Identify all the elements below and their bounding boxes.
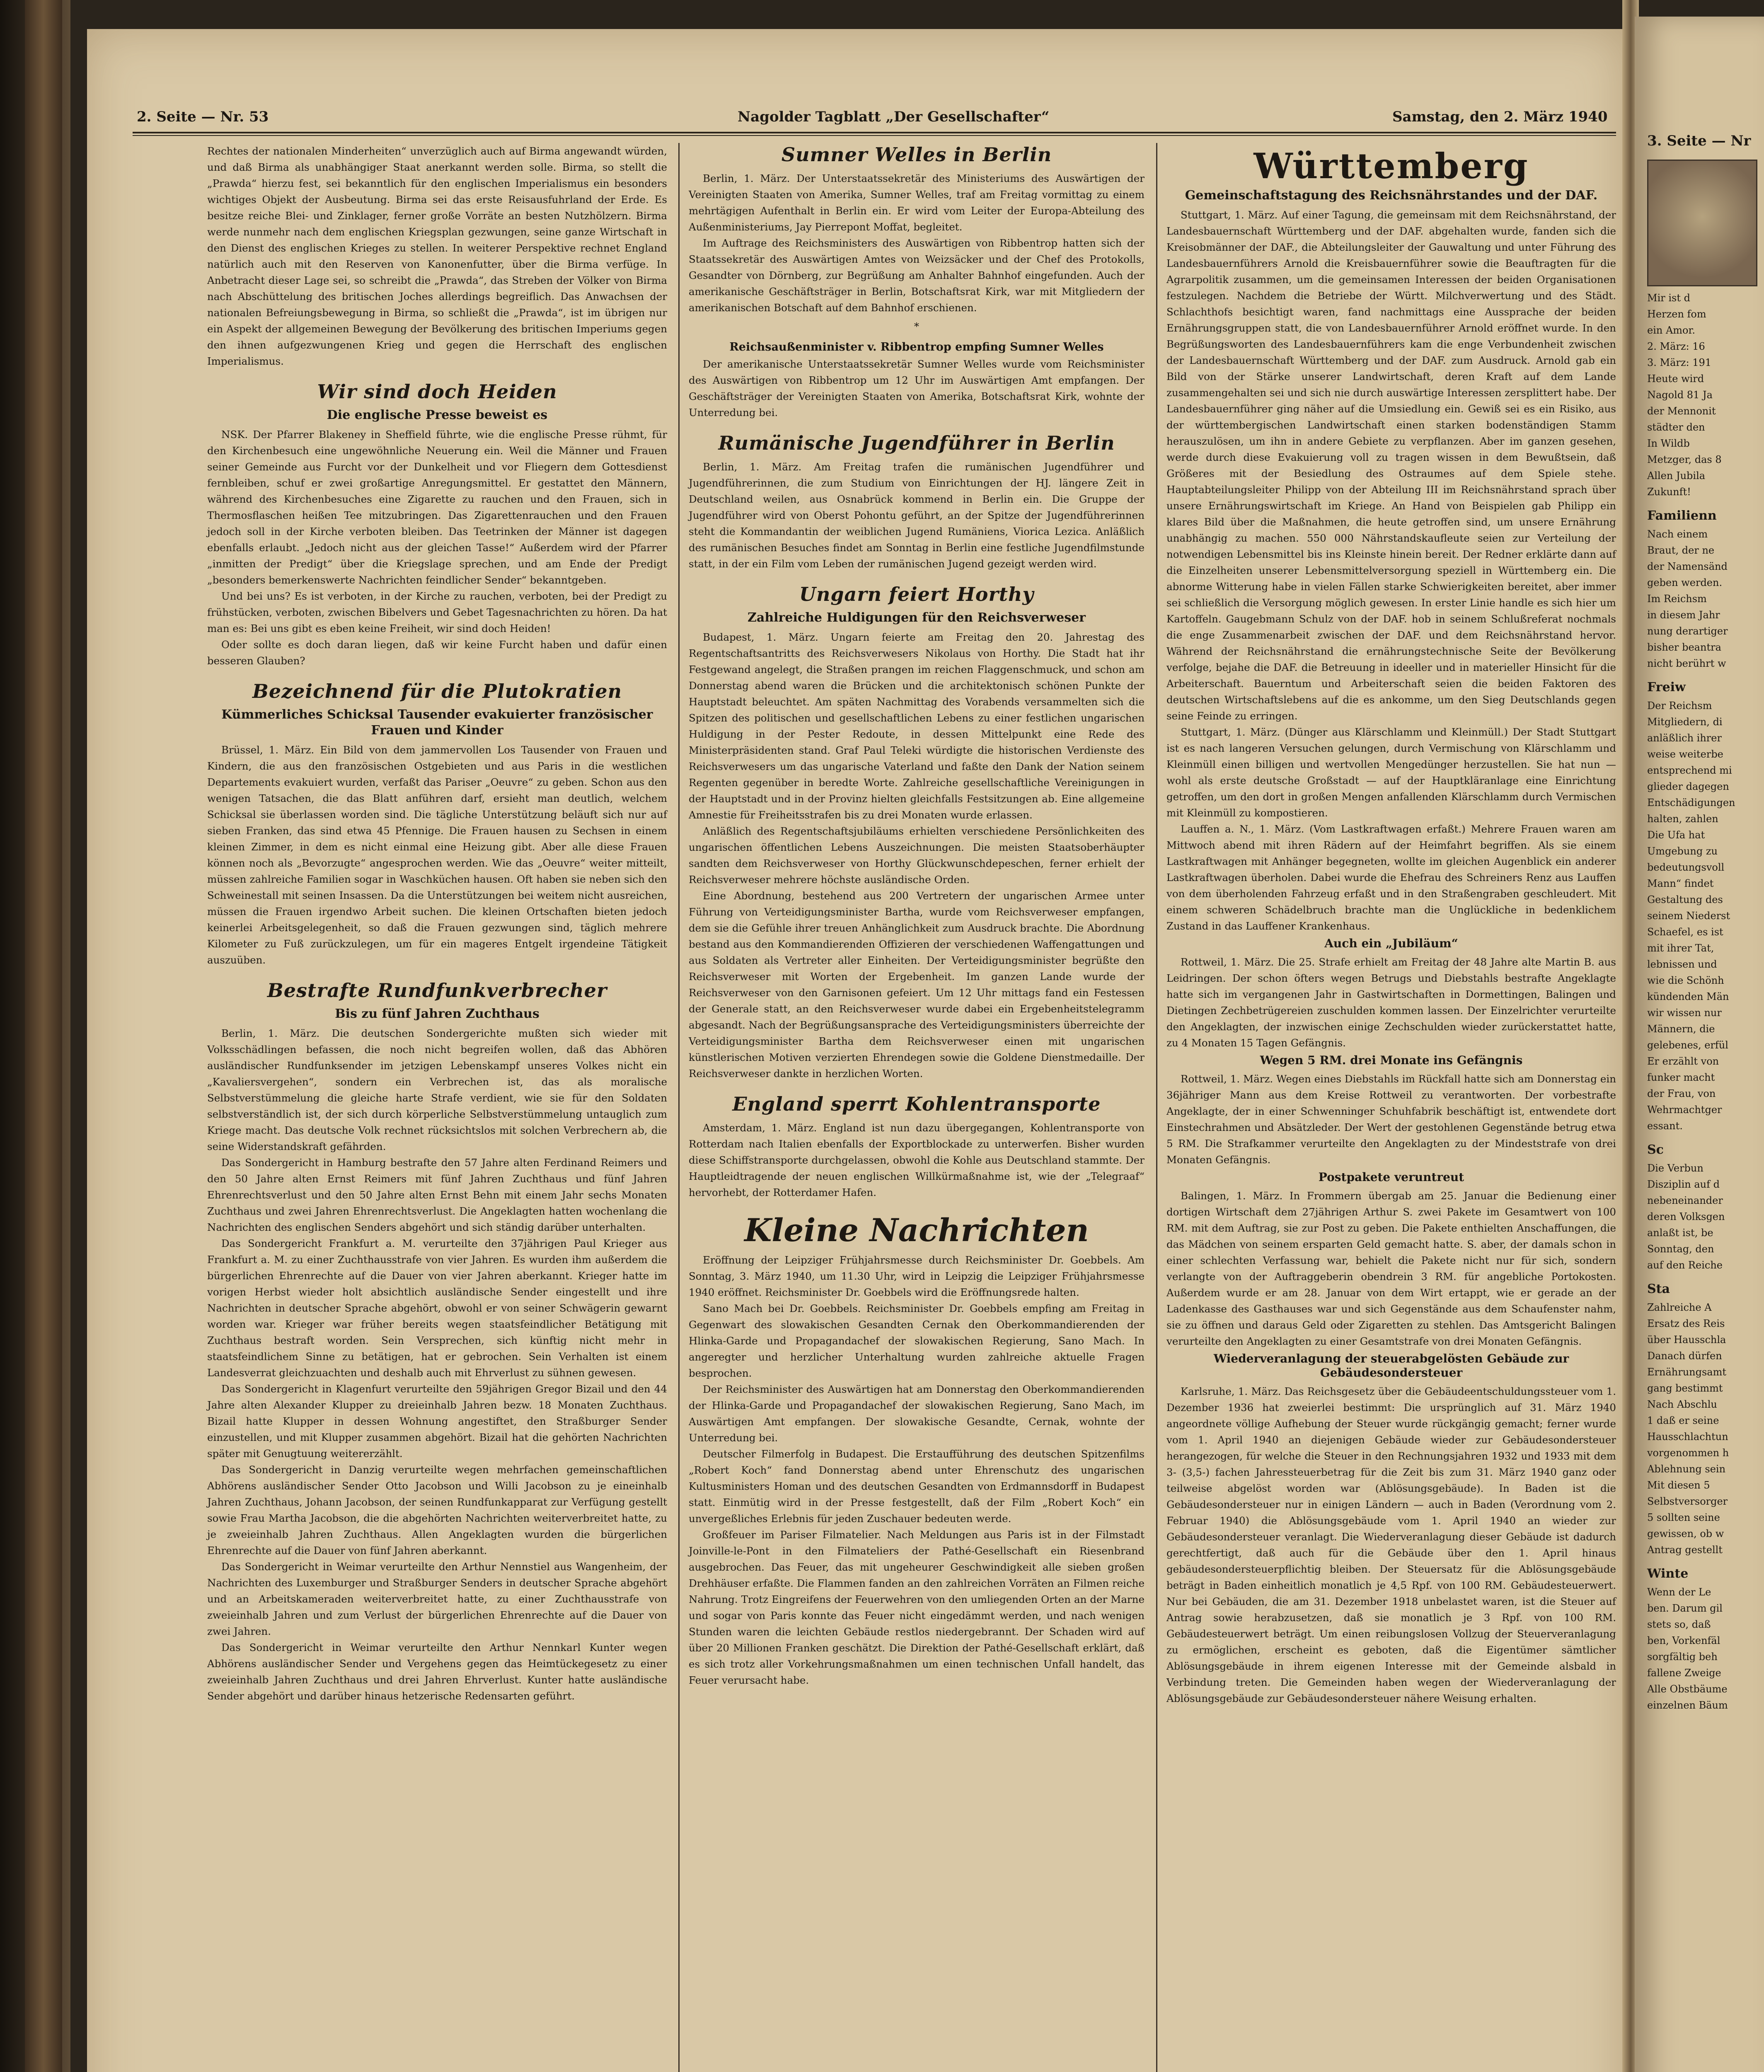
next-page-line: fallene Zweige bbox=[1647, 1667, 1721, 1679]
headline-gebaeudesteuer: Wiederveranlagung der steuerabgelösten Gebäude zur Gebäudesondersteuer bbox=[1213, 1352, 1569, 1380]
next-page-line: bedeutungsvoll bbox=[1647, 862, 1725, 873]
next-page-line: 5 sollten seine bbox=[1647, 1512, 1720, 1523]
next-page-line: Antrag gestellt bbox=[1647, 1544, 1723, 1556]
next-page-line: der Mennonit bbox=[1647, 405, 1716, 417]
header-rule-thin bbox=[133, 135, 1616, 136]
next-page-line: lebnissen und bbox=[1647, 959, 1717, 970]
column-3 bbox=[1166, 143, 1616, 1706]
paragraph: Berlin, 1. März. Der Unterstaatssekretär des Ministeriums des Auswärtigen der Vereinigten Staaten von Amerika, Sumner Welles, traf am Freitag vormittag zu einem mehrtägigen Aufenthalt in Berlin ein. Er wird vom Leiter der Europa-Abteilung des Außenministeriums, Jay Pierrepont Moffat, begleitet. bbox=[689, 172, 1145, 233]
next-page-line: wir wissen nur bbox=[1647, 1007, 1722, 1019]
next-page-line: geben werden. bbox=[1647, 577, 1723, 588]
next-page-heading: Familienn bbox=[1647, 508, 1717, 523]
next-page-line: Selbstversorger bbox=[1647, 1496, 1728, 1507]
article-birma-text: Rechtes der nationalen Minderheiten“ unverzüglich auch auf Birma angewandt würden, und daß Birma als unabhängiger Staat anerkannt werden solle. Birma, so stellt die „Prawda“ hierzu fest, sei bekanntlich für den englischen Imperialismus ein besonders wichtiges Objekt der Ausbeutung. Birma sei das erste Reisausfuhrland der Erde. Es besitze reiche Blei- und Zinklager, ferner große Vorräte an besten Nutzhölzern. Birma werde nunmehr nach dem englischen Kriegsplan gezwungen, seine ganze Wirtschaft in den Dienst des englischen Krieges zu stellen. In weiterer Perspektive rechnet England natürlich auch mit den Reserven von Kanonenfutter, über die Birma verfüge. In Anbetracht dieser Lage sei, so schreibt die „Prawda“, das Streben der Völker von Birma nach Abschüttelung des britischen Joches allerdings begreiflich. Das Anwachsen der nationalen Befreiungsbewegung in Birma, so schließt die „Prawda“, ist im übrigen nur ein Aspekt der allgemeinen Bewegung der Bevölkerung des britischen Imperiums gegen den ihnen aufgezwungenen Krieg und gegen die Herrschaft des englischen Imperialismus. bbox=[207, 145, 667, 367]
next-page-line: sorgfältig beh bbox=[1647, 1651, 1718, 1663]
column-1 bbox=[207, 143, 667, 1704]
next-page-line: 2. März: 16 bbox=[1647, 341, 1705, 352]
next-page-line: bisher beantra bbox=[1647, 641, 1721, 653]
next-page-line: halten, zahlen bbox=[1647, 813, 1718, 825]
next-page-line: entsprechend mi bbox=[1647, 765, 1732, 776]
next-page-line: gang bestimmt bbox=[1647, 1382, 1723, 1394]
paragraph: Das Sondergericht in Weimar verurteilte den Arthur Nennkarl Kunter wegen Abhörens ausländischer Sender und Vergehens gegen das Heimtückegesetz zu einer zweieinhalb Jahren Zuchthaus und drei Jahren Ehrverlust. Kunter hatte ausländische Sender abgehört und darüber hinaus hetzerische Redensarten geführt. bbox=[207, 1641, 667, 1702]
next-page-line: anlaßt ist, be bbox=[1647, 1227, 1713, 1239]
paragraph: Anläßlich des Regentschaftsjubiläums erhielten verschiedene Persönlichkeiten des ungarischen öffentlichen Lebens Auszeichnungen. Die meisten Staatsoberhäupter sandten dem Reichsverweser von Horthy Glückwunschdepeschen, ferner erhielt der Reichsverweser mehrere höchste ausländische Orden. bbox=[689, 825, 1145, 886]
paragraph: Brüssel, 1. März. Ein Bild von dem jammervollen Los Tausender von Frauen und Kindern, die aus den französischen Ostgebieten und aus Paris in die westlichen Departements evakuiert wurden, verfaßt das Pariser „Oeuvre“ zu geben. Schon aus den wenigen Tatsachen, die das Blatt anführen darf, ersieht man deutlich, welchem Schicksal sie überlassen worden sind. Die tägliche Unterstützung beläuft sich nur auf sieben Franken, das sind etwa 45 Pfennige. Die Frauen hausen zu Sechsen in einem kleinen Zimmer, in dem es nicht einmal eine Heizung gibt. Aber alle diese Frauen können noch als „Bevorzugte“ angesprochen werden. Wie das „Oeuvre“ weiter mitteilt, müssen zahlreiche Familien sogar in Waschküchen hausen. Oft haben sie neben sich den Schweinestall mit seinen Insassen. Da die Unterstützungen bei weitem nicht ausreichen, müssen die Frauen irgendwo Arbeit suchen. Die kleinen Ortschaften bieten jedoch keinerlei Arbeitsgelegenheit, so daß die Frauen gezwungen sind, täglich mehrere Kilometer zu Fuß zurückzulegen, um für ein mageres Entgelt irgendeine Tätigkeit auszuüben. bbox=[207, 744, 667, 966]
next-page-line: über Hausschla bbox=[1647, 1334, 1726, 1346]
next-page-line: in diesem Jahr bbox=[1647, 609, 1720, 621]
header-rule bbox=[133, 132, 1616, 133]
headline-heiden: Wir sind doch Heiden bbox=[317, 380, 557, 403]
headline-ribbentrop: Reichsaußenminister v. Ribbentrop empfing Sumner Welles bbox=[729, 341, 1104, 353]
next-page-line: gelebenes, erfül bbox=[1647, 1039, 1728, 1051]
next-page-line: Die Ufa hat bbox=[1647, 829, 1705, 841]
next-page-line: städter den bbox=[1647, 421, 1705, 433]
paragraph: Rottweil, 1. März. Wegen eines Diebstahls im Rückfall hatte sich am Donnerstag ein 36jähriger Mann aus dem Kreise Rottweil zu verantworten. Der vorbestrafte Angeklagte, der in einer Schwenninger Schuhfabrik beschäftigt ist, entwendete dort Einstechrahmen und Absätzleder. Der Wert der gestohlenen Gegenstände betrug etwa 5 RM. Die Strafkammer verurteilte den Angeklagten zu der Mindeststrafe von drei Monaten Gefängnis. bbox=[1166, 1073, 1616, 1166]
next-page-line: gewissen, ob w bbox=[1647, 1528, 1724, 1539]
next-page-line: Nach Abschlu bbox=[1647, 1399, 1717, 1410]
subhead-plutokratien: Kümmerliches Schicksal Tausender evakuierter französischer Frauen und Kinder bbox=[221, 707, 653, 738]
next-page-line: glieder dagegen bbox=[1647, 781, 1729, 792]
section-wuerttemberg: Württemberg bbox=[1253, 145, 1529, 186]
section-kleine-nachrichten: Kleine Nachrichten bbox=[744, 1212, 1089, 1249]
next-page-line: ben. Darum gil bbox=[1647, 1602, 1723, 1614]
subhead-heiden: Die englische Presse beweist es bbox=[327, 408, 548, 422]
binding-tape bbox=[25, 0, 62, 2072]
next-page-line: kündenden Män bbox=[1647, 991, 1729, 1002]
next-page-heading: Freiw bbox=[1647, 680, 1686, 695]
paragraph: Das Sondergericht in Hamburg bestrafte den 57 Jahre alten Ferdinand Reimers und den 50 Jahre alten Ernst Reimers mit fünf Jahren Zuchthaus und fünf Jahren Ehrenrechtsverlust und den 50 Jahre alten Ernst Behn mit einem Jahr sechs Monaten Zuchthaus und zwei Jahren Ehrenrechtsverlust. Die Angeklagten hatten wochenlang die Nachrichten des englischen Senders abgehört und sich ständig darüber unterhalten. bbox=[207, 1157, 667, 1233]
next-page-heading: Winte bbox=[1647, 1566, 1689, 1581]
headline-gefaengnis: Wegen 5 RM. drei Monate ins Gefängnis bbox=[1260, 1053, 1523, 1067]
next-page-line: In Wildb bbox=[1647, 438, 1690, 449]
paragraph: Amsterdam, 1. März. England ist nun dazu übergegangen, Kohlentransporte von Rotterdam nach Italien ebenfalls der Exportblockade zu unterwerfen. Bisher wurden diese Schiffstransporte durchgelassen, obwohl die Kohle aus Deutschland stammte. Der Hauptleidtragende der neuen englischen Willkürmaßnahme ist, wie der „Telegraaf“ hervorhebt, der Rotterdamer Hafen. bbox=[689, 1122, 1145, 1198]
next-page-line: Zukunft! bbox=[1647, 486, 1691, 498]
headline-welles: Sumner Welles in Berlin bbox=[781, 143, 1052, 166]
next-page-line: Wehrmachtger bbox=[1647, 1104, 1722, 1116]
next-page-line: Sonntag, den bbox=[1647, 1243, 1714, 1255]
news-item: Der Reichsminister des Auswärtigen hat am Donnerstag den Oberkommandierenden der Hlinka-Garde und Propagandachef der slowakischen Regierung, Sano Mach, im Auswärtigen Amt empfangen. Der slowakische Gesandte, Cernak, wohnte der Unterredung bei. bbox=[689, 1383, 1145, 1444]
next-page-line: Zahlreiche A bbox=[1647, 1302, 1712, 1313]
next-page-line: Männern, die bbox=[1647, 1023, 1715, 1035]
next-page-line: Schaefel, es ist bbox=[1647, 926, 1723, 938]
next-page-line: Allen Jubila bbox=[1647, 470, 1706, 482]
next-page-line: Herzen fom bbox=[1647, 308, 1706, 320]
section-star: * bbox=[914, 320, 920, 332]
next-page-line: Er erzählt von bbox=[1647, 1055, 1719, 1067]
next-page-line: Nagold 81 Ja bbox=[1647, 389, 1713, 401]
next-page-line: der Frau, von bbox=[1647, 1088, 1716, 1099]
news-item: Deutscher Filmerfolg in Budapest. Die Erstaufführung des deutschen Spitzenfilms „Robert Koch“ fand Donnerstag abend unter Ehrenschutz des ungarischen Kultusministers Homan und des deutschen Gesandten von Erdmannsdorff in Budapest statt. Einmütig wird in der Presse festgestellt, daß der Film „Robert Koch“ ein unvergeßliches Erlebnis für jeden Zuschauer bedeuten werde. bbox=[689, 1448, 1145, 1525]
paragraph: Der amerikanische Unterstaatssekretär Sumner Welles wurde vom Reichsminister des Auswärtigen von Ribbentrop um 12 Uhr im Auswärtigen Amt empfangen. Der Geschäftsträger der Vereinigten Staaten von Amerika, Botschaftsrat Kirk, wohnte der Unterredung bei. bbox=[689, 358, 1145, 419]
next-page-heading: Sc bbox=[1647, 1143, 1664, 1157]
paragraph: Das Sondergericht in Klagenfurt verurteilte den 59jährigen Gregor Bizail und den 44 Jahre alten Alexander Klupper zu dreieinhalb Jahren bezw. 18 Monaten Zuchthaus. Bizail hatte Klupper in dessen Wohnung angestiftet, den Straßburger Sender einzustellen, und mit Klupper zusammen abgehört. Bizail hat die gehörten Nachrichten später mit Genugtuung weitererzählt. bbox=[207, 1383, 667, 1460]
next-page-line: Ablehnung sein bbox=[1647, 1463, 1726, 1475]
next-page-line: Entschädigungen bbox=[1647, 797, 1735, 808]
headline-plutokratien: Bezeichnend für die Plutokratien bbox=[252, 680, 622, 702]
next-page-line: Im Reichsm bbox=[1647, 593, 1707, 605]
next-page-line: Danach dürfen bbox=[1647, 1350, 1722, 1362]
next-page-line: deren Volksgen bbox=[1647, 1211, 1725, 1222]
issue-date: Samstag, den 2. März 1940 bbox=[1392, 109, 1608, 125]
column-2 bbox=[689, 143, 1145, 1688]
subhead-tagung: Gemeinschaftstagung des Reichsnährstandes und der DAF. bbox=[1185, 188, 1598, 203]
paragraph: Das Sondergericht in Weimar verurteilte den Arthur Nennstiel aus Wangenheim, der Nachrichten des Luxemburger und Straßburger Senders in deutscher Sprache abgehört und an Arbeitskameraden weiterverbreitet hatte, zu einer Zuchthausstrafe von zweieinhalb Jahren und zum Verlust der bürgerlichen Ehrenrechte auf die Dauer von zwei Jahren. bbox=[207, 1561, 667, 1637]
next-page-line: Mitgliedern, di bbox=[1647, 716, 1723, 728]
next-page-line: Disziplin auf d bbox=[1647, 1179, 1720, 1190]
book-binding bbox=[0, 0, 70, 2072]
column-rule-1 bbox=[678, 143, 680, 2072]
headline-rundfunk: Bestrafte Rundfunkverbrecher bbox=[267, 979, 607, 1002]
next-page-line: Wenn der Le bbox=[1647, 1586, 1711, 1598]
next-page-line: wie die Schönh bbox=[1647, 975, 1724, 986]
next-page-header: 3. Seite — Nr bbox=[1647, 133, 1751, 149]
next-page-line: vorgenommen h bbox=[1647, 1447, 1729, 1459]
headline-rumaenen: Rumänische Jugendführer in Berlin bbox=[718, 432, 1115, 454]
next-page-line: Ersatz des Reis bbox=[1647, 1318, 1725, 1329]
headline-postpakete: Postpakete veruntreut bbox=[1318, 1170, 1464, 1184]
next-page-line: ben, Vorkenfäl bbox=[1647, 1635, 1720, 1646]
paragraph: Und bei uns? Es ist verboten, in der Kirche zu rauchen, verboten, bei der Predigt zu frühstücken, verboten, zwischen Bibelvers und Gebet Tagesnachrichten zu hören. Da hat man es: Bei uns gibt es eben keine Freiheit, wir sind doch Heiden! bbox=[207, 590, 667, 634]
paragraph: Berlin, 1. März. Am Freitag trafen die rumänischen Jugendführer und Jugendführerinnen, die zum Studium von Einrichtungen der HJ. längere Zeit in Deutschland weilen, aus Osnabrück kommend in Berlin ein. Die Gruppe der Jugendführer wird von Oberst Pohontu geführt, an der Spitze der Jugendführerinnen steht die Kommandantin der weiblichen Jugend Rumäniens, Viorica Lezica. Anläßlich des rumänischen Besuches findet am Sonntag in Berlin eine festliche Jugendfilmstunde statt, in der ein Film vom Leben der rumänischen Jugend gezeigt werden wird. bbox=[689, 461, 1145, 570]
next-page-line: nebeneinander bbox=[1647, 1195, 1723, 1206]
next-page-line: Metzger, das 8 bbox=[1647, 454, 1722, 465]
next-page-line: seinem Niederst bbox=[1647, 910, 1730, 922]
next-page-line: auf den Reiche bbox=[1647, 1259, 1723, 1271]
next-page-line: Nach einem bbox=[1647, 528, 1708, 540]
news-item: Sano Mach bei Dr. Goebbels. Reichsminister Dr. Goebbels empfing am Freitag in Gegenwart des slowakischen Gesandten Cernak den Oberkommandierenden der Hlinka-Garde und Propagandachef der slowakischen Regierung, Sano Mach. In angeregter und herzlicher Unterhaltung wurden zahlreiche aktuelle Fragen besprochen. bbox=[689, 1302, 1145, 1379]
paragraph: Budapest, 1. März. Ungarn feierte am Freitag den 20. Jahrestag des Regentschaftsantritts des Reichsverwesers Nikolaus von Horthy. Die Stadt hat ihr Festgewand angelegt, die Straßen prangen im reichen Flaggenschmuck, und schon am Donnerstag abend waren die Brücken und die architektonisch schönen Punkte der Hauptstadt beleuchtet. Am späten Nachmittag des Vorabends versammelten sich die Spitzen des politischen und gesellschaftlichen Lebens zu einer festlichen ungarischen Huldigung in der Pester Redoute, in dessen Mittelpunkt eine Rede des Ministerpräsidenten stand. Graf Paul Teleki würdigte die historischen Verdienste des Reichsverwesers um das ungarische Vaterland und faßte den Dank der Nation seinem Regenten gegenüber in beredte Worte. Zahlreiche gesellschaftliche Vereinigungen in der Hauptstadt und in der Provinz hielten gleichfalls Festsitzungen ab. Eine allgemeine Amnestie für Freiheitsstrafen bis zu drei Monaten wurde erlassen. bbox=[689, 631, 1145, 821]
next-page-line: Umgebung zu bbox=[1647, 845, 1718, 857]
next-page-line: Heute wird bbox=[1647, 373, 1704, 385]
next-page-line: nung derartiger bbox=[1647, 625, 1728, 637]
news-item: Eröffnung der Leipziger Frühjahrsmesse durch Reichsminister Dr. Goebbels. Am Sonntag, 3. März 1940, um 11.30 Uhr, wird in Leipzig die Leipziger Frühjahrsmesse 1940 eröffnet. Reichsminister Dr. Goebbels wird die Eröffnungsrede halten. bbox=[689, 1254, 1145, 1298]
next-page-line: Gestaltung des bbox=[1647, 894, 1723, 905]
next-page-fragment bbox=[1635, 17, 1764, 2072]
next-page-line: essant. bbox=[1647, 1120, 1683, 1132]
paragraph: Im Auftrage des Reichsministers des Auswärtigen von Ribbentrop hatten sich der Staatssekretär des Auswärtigen Amtes von Weizsäcker und der Chef des Protokolls, Gesandter von Dörnberg, zur Begrüßung am Anhalter Bahnhof eingefunden. Auch der amerikanische Geschäftsträger in Berlin, Botschaftsrat Kirk, war mit Mitgliedern der amerikanischen Botschaft auf dem Bahnhof erschienen. bbox=[689, 237, 1145, 314]
paragraph: Stuttgart, 1. März. Auf einer Tagung, die gemeinsam mit dem Reichsnährstand, der Landesbauernschaft Württemberg und der DAF. abgehalten wurde, fanden sich die Kreisobmänner der DAF., die Abteilungsleiter der Gauwaltung und unter Führung des Landesbauernführers Arnold die Kreisbauernführer sowie die Beauftragten für die Agrarpolitik zusammen, um die gemeinsamen Interessen der beiden Organisationen festzulegen. Nachdem die Betriebe der Württ. Milchverwertung und des Städt. Schlachthofs besichtigt waren, fand nachmittags eine Aussprache der beiden Ernährungsgruppen statt, die von Landesbauernführer Arnold eröffnet wurde. In den Begrüßungsworten des Landesbauernführers kam die enge Verbundenheit zwischen der Landesbauernschaft Württemberg und der DAF. zum Ausdruck. Arnold gab ein Bild von der Stärke unserer Landwirtschaft, deren Kraft auf dem Lande zusammengehalten sei und sich nie durch auswärtige Interessen zersplittert habe. Der Landesbauernführer ging näher auf die Umsiedlung ein. Gewiß sei es ein Risiko, aus der württembergischen Landwirtschaft einen starken bodenständigen Stamm herauszulösen, um ihn in andere Gebiete zu verpflanzen. Aber im ganzen gesehen, werde durch diese Evakuierung voll zu tragen wissen in dem Bewußtsein, daß Größeres mit der Besiedlung des Ostraumes auf dem Spiele stehe. Hauptabteilungsleiter Philipp von der Abteilung III im Reichsnährstand sprach über unsere Ernährungswirtschaft im Kriege. An Hand von Beispielen gab Philipp ein klares Bild über die Maßnahmen, die heute getroffen sind, um unsere Ernährung unabhängig zu machen. 550 000 Nährstandskaufleute seien zur Verteilung der notwendigen Lebensmittel bis ins Kleinste hinein bereit. Der Redner erklärte dann auf die Einzelheiten unserer Lebensmittelversorgung speziell in Württemberg ein. Die abnorme Witterung habe in vielen Fällen starke Schwierigkeiten bereitet, aber immer sei schließlich die Versorgung möglich gewesen. In erster Linie handle es sich hier um Kartoffeln. Gaugebmann Schulz von der DAF. hob in seinem Schlußreferat nochmals die enge Zusammenarbeit zwischen der DAF. und dem Reichsnährstand hervor. Während der Reichsnährstand die ernährungstechnische Seite der Bevölkerung verfolge, bejahe die DAF. die Betreuung in ideeller und in materieller Hinsicht für die Arbeiterschaft. Bauerntum und Arbeiterschaft seien die beiden Faktoren des deutschen Wirtschaftslebens auf die es ankomme, um den Sieg Deutschlands gegen seine Feinde zu erringen. bbox=[1166, 209, 1616, 722]
next-page-line: weise weiterbe bbox=[1647, 748, 1723, 760]
next-page-line: Hausschlachtun bbox=[1647, 1431, 1728, 1443]
paragraph: Karlsruhe, 1. März. Das Reichsgesetz über die Gebäudeentschuldungssteuer vom 1. Dezember 1936 hat zweierlei bestimmt: Die ursprünglich auf 31. März 1940 angeordnete völlige Aufhebung der Steuer wurde rückgängig gemacht; ferner wurde vom 1. April 1940 an diejenigen Gebäude wieder zur Gebäudesondersteuer herangezogen, für welche die Steuer in den Rechnungsjahren 1932 und 1933 mit dem 3- (3,5-) fachen Jahressteuerbetrag für die Zeit bis zum 31. März 1940 ganz oder teilweise abgelöst worden war (Ablösungsgebäude). In Baden ist die Gebäudesondersteuer nur in einigen Ländern — auch in Baden (Verordnung vom 2. Februar 1940) die Ablösungsgebäude vom 1. April 1940 an wieder zur Gebäudesondersteuer veranlagt. Die Wiederveranlagung dieser Gebäude ist dadurch gerechtfertigt, daß auch für die Gebäude über den 1. April hinaus gebäudesondersteuerpflichtig bleiben. Der Steuersatz für die Ablösungsgebäude beträgt in Baden einheitlich monatlich je 4,5 Rpf. von 100 RM. Gebäudesteuerwert. Nur bei Gebäuden, die am 31. Dezember 1918 unbelastet waren, ist die Steuer auf Antrag sowie herabzusetzen, daß sie monatlich je 3 Rpf. von 100 RM. Gebäudesteuerwert beträgt. Um einen reibungslosen Vollzug der Steuerveranlagung zu ermöglichen, erscheint es geboten, daß die Eigentümer sämtlicher Ablösungsgebäude in ihrem eigenen Interesse mit der Gemeinde alsbald in Verbindung treten. Die Gemeinden haben wegen der Wiederveranlagung der Ablösungsgebäude zur Gebäudesondersteuer nähere Weisung erhalten. bbox=[1166, 1385, 1616, 1704]
subhead-rundfunk: Bis zu fünf Jahren Zuchthaus bbox=[335, 1007, 540, 1021]
next-page-line: 3. März: 191 bbox=[1647, 357, 1712, 368]
next-page-line: ein Amor. bbox=[1647, 324, 1695, 336]
column-rule-2 bbox=[1156, 143, 1157, 2072]
next-page-line: der Namensänd bbox=[1647, 561, 1728, 572]
paragraph: Stuttgart, 1. März. (Dünger aus Klärschlamm und Kleinmüll.) Der Stadt Stuttgart ist es nach langeren Versuchen gelungen, durch Vermischung von Klärschlamm und Kleinmüll einen billigen und wertvollen Mengedünger herzustellen. Sie hat nun — wohl als erste deutsche Großstadt — auf der Hauptkläranlage eine Einrichtung getroffen, um den dort in großen Mengen anfallenden Klärschlamm durch Vermischen mit Kleinmüll zu kompostieren. bbox=[1166, 726, 1616, 819]
paragraph: Rottweil, 1. März. Die 25. Strafe erhielt am Freitag der 48 Jahre alte Martin B. aus Leidringen. Der schon öfters wegen Betrugs und Diebstahls bestrafte Angeklagte hatte sich im vergangenen Jahr in Gastwirtschaften in Dormettingen, Balingen und Dietingen Zechbetrügereien zuschulden kommen lassen. Der Einzelrichter verurteilte den Angeklagten, der inzwischen einige Zechschulden wieder zurückerstattet hatte, zu 4 Monaten 15 Tagen Gefängnis. bbox=[1166, 956, 1616, 1049]
paragraph: NSK. Der Pfarrer Blakeney in Sheffield führte, wie die englische Presse rühmt, für den Kirchenbesuch eine ungewöhnliche Neuerung ein. Weil die Männer und Frauen seiner Gemeinde aus Furcht vor der Dunkelheit und vor Fliegern dem Gottesdienst fernbleiben, schuf er zwei großartige Anregungsmittel. Er gestattet den Männern, während des Kirchenbesuches eine Zigarette zu rauchen und den Frauen, sich in Thermosflaschen heißen Tee mitzubringen. Das Zigarettenrauchen und den Frauen jedoch soll in der Kirche verboten bleiben. Das Teetrinken der Männer ist dagegen ebenfalls erlaubt. „Jedoch nicht aus der gleichen Tasse!“ Außerdem wird der Pfarrer „inmitten der Predigt“ über die Kriegslage sprechen, und am Ende der Predigt „besonders bemerkenswerte Nachrichten feindlicher Sender“ bekanntgeben. bbox=[207, 428, 667, 586]
running-header bbox=[137, 109, 1612, 142]
page-number: 2. Seite — Nr. 53 bbox=[137, 109, 269, 125]
next-page-line: Mann“ findet bbox=[1647, 878, 1714, 889]
next-page-line: nicht berührt w bbox=[1647, 658, 1726, 669]
paragraph: Das Sondergericht in Danzig verurteilte wegen mehrfachen gemeinschaftlichen Abhörens ausländischer Sender Otto Jacobson und Willi Jacobson zu je eineinhalb Jahren Zuchthaus, Johann Jacobson, der seinen Rundfunkapparat zur Verfügung gestellt sowie Frau Martha Jacobson, die die abgehörten Nachrichten weiterverbreitet hatte, zu je zweieinhalb Jahren Zuchthaus. Allen Angeklagten wurden die bürgerlichen Ehrenrechte auf die Dauer von fünf Jahren aberkannt. bbox=[207, 1464, 667, 1556]
next-page-line: funker macht bbox=[1647, 1072, 1715, 1083]
next-page-line: einzelnen Bäum bbox=[1647, 1699, 1728, 1711]
next-page-line: anläßlich ihrer bbox=[1647, 732, 1722, 744]
newspaper-title: Nagolder Tagblatt „Der Gesellschafter“ bbox=[738, 109, 1050, 125]
paragraph: Oder sollte es doch daran liegen, daß wir keine Furcht haben und dafür einen besseren Glauben? bbox=[207, 639, 667, 667]
subhead-ungarn: Zahlreiche Huldigungen für den Reichsverweser bbox=[748, 610, 1086, 625]
next-page-line: Ernährungsamt bbox=[1647, 1366, 1726, 1378]
paragraph: Berlin, 1. März. Die deutschen Sondergerichte mußten sich wieder mit Volksschädlingen befassen, die noch nicht begreifen wollen, daß das Abhören ausländischer Rundfunksender im jetzigen Lebenskampf unseres Volkes nicht ein „Kavaliersvergehen“, sondern ein Verbrechen ist, das als moralische Selbstverstümmelung die gleiche harte Strafe verdient, wie sie für den Soldaten selbstverständlich ist, der sich durch körperliche Selbstverstümmelung untauglich zum Kriege macht. Das deutsche Volk rechnet rücksichtslos mit solchen Verbrechern ab, die seine Widerstandskraft gefährden. bbox=[207, 1027, 667, 1152]
next-page-line: Mit diesen 5 bbox=[1647, 1479, 1710, 1491]
paragraph: Balingen, 1. März. In Frommern übergab am 25. Januar die Bedienung einer dortigen Wirtschaft dem 27jährigen Arthur S. zwei Pakete im Gesamtwert von 100 RM. mit dem Auftrag, sie zur Post zu geben. Die Pakete enthielten Anschaffungen, die das Mädchen von seinem ersparten Geld gemacht hatte. S. aber, der damals schon in einer schlechten Verfassung war, behielt die Pakete nicht nur für sich, sondern verlangte von der Auftraggeberin obendrein 3 RM. für angebliche Portokosten. Außerdem wurde er am 28. Januar von dem Wirt ertappt, wie er gerade an der Ladenkasse des Gasthauses war und sich Gegenstände aus dem Schaufenster nahm, sie zu öffnen und daraus Geld oder Zigaretten zu stehlen. Das Amtsgericht Balingen verurteilte den Angeklagten zu einer Gesamtstrafe von drei Monaten Gefängnis. bbox=[1166, 1190, 1616, 1347]
news-item: Großfeuer im Pariser Filmatelier. Nach Meldungen aus Paris ist in der Filmstadt Joinville-le-Pont in den Filmateliers der Pathé-Gesellschaft ein Riesenbrand ausgebrochen. Das Feuer, das mit ungeheurer Geschwindigkeit alle sieben großen Drehhäuser erfaßte. Die Flammen fanden an den zahlreichen Vorräten an Filmen reiche Nahrung. Trotz Eingreifens der Feuerwehren von den umliegenden Orten an der Marne und sogar von Paris konnte das Feuer nicht eingedämmt werden, und nach wenigen Stunden waren die leichten Gebäude restlos niedergebrannt. Der Schaden wird auf über 20 Millionen Franken geschätzt. Die Direktion der Pathé-Gesellschaft erklärt, daß es sich trotz aller Vorkehrungsmaßnahmen um einen technischen Unfall handelt, das Feuer verursacht habe. bbox=[689, 1529, 1145, 1686]
next-page-line: Der Reichsm bbox=[1647, 700, 1712, 712]
paragraph: Eine Abordnung, bestehend aus 200 Vertretern der ungarischen Armee unter Führung von Verteidigungsminister Bartha, wurde vom Reichsverweser empfangen, dem sie die Gefühle ihrer treuen Anhänglichkeit zum Ausdruck brachte. Die Abordnung bestand aus den Kommandierenden Offizieren der verschiedenen Waffengattungen und aus Soldaten als Vertreter aller Einheiten. Der Verteidigungsminister begrüßte den Reichsverweser mit Worten der Ergebenheit. Im ganzen Lande wurde der Reichsverweser von den Garnisonen gefeiert. Um 12 Uhr mittags fand ein Festessen der Generale statt, an den Reichsverweser wurde dabei ein Ergebenheitstelegramm abgesandt. Nach der Begrüßungsansprache des Verteidigungsministers überreichte der Verteidigungsminister Bartha dem Reichsverweser einen mit ungarischen künstlerischen Motiven verzierten Ehrendegen sowie die Goldene Dienstmedaille. Der Reichsverweser dankte in herzlichen Worten. bbox=[689, 890, 1145, 1080]
next-page-line: stets so, daß bbox=[1647, 1619, 1711, 1630]
next-page-line: Alle Obstbäume bbox=[1647, 1683, 1728, 1695]
next-page-line: mit ihrer Tat, bbox=[1647, 942, 1714, 954]
next-page-line: Braut, der ne bbox=[1647, 545, 1715, 556]
paragraph: Das Sondergericht Frankfurt a. M. verurteilte den 37jährigen Paul Krieger aus Frankfurt a. M. zu einer Zuchthausstrafe von vier Jahren. Es wurden ihm außerdem die bürgerlichen Ehrenrechte auf die Dauer von vier Jahren aberkannt. Krieger hatte im vorigen Herbst wieder holt absichtlich ausländische Sender eingestellt und ihre Nachrichten in deutscher Sprache abgehört, obwohl er von seiner Schwägerin gewarnt worden war. Krieger war früher bereits wegen staatsfeindlicher Betätigung mit Zuchthaus bestraft worden. Sein Versprechen, sich künftig nicht mehr in staatsfeindlichem Sinne zu betätigen, hat er gebrochen. Sein Verhalten ist einem Landesverrat gleichzuachten und deshalb auch mit Ehrverlust zu sühnen gewesen. bbox=[207, 1237, 667, 1379]
next-page-line: Die Verbun bbox=[1647, 1162, 1704, 1174]
town-emblem-image bbox=[1647, 160, 1757, 286]
headline-jubilaeum: Auch ein „Jubiläum“ bbox=[1324, 937, 1458, 950]
headline-ungarn: Ungarn feiert Horthy bbox=[799, 583, 1034, 605]
next-page-text bbox=[1647, 290, 1755, 1714]
paragraph: Lauffen a. N., 1. März. (Vom Lastkraftwagen erfaßt.) Mehrere Frauen waren am Mittwoch abend mit ihren Rädern auf der Heimfahrt begriffen. Als sie einem Lastkraftwagen mit Anhänger begegneten, wollte im gleichen Augenblick ein anderer Lastkraftwagen überholen. Dabei wurde die Ehefrau des Schreiners Renz aus Lauffen von dem überholenden Fahrzeug erfaßt und in den Straßengraben geschleudert. Mit einem schweren Schädelbruch brachte man die Unglückliche in bedenklichem Zustand in das Lauffener Krankenhaus. bbox=[1166, 823, 1616, 932]
next-page-heading: Sta bbox=[1647, 1282, 1670, 1296]
headline-england: England sperrt Kohlentransporte bbox=[732, 1093, 1101, 1115]
next-page-line: 1 daß er seine bbox=[1647, 1415, 1719, 1426]
next-page-line: Mir ist d bbox=[1647, 292, 1690, 304]
